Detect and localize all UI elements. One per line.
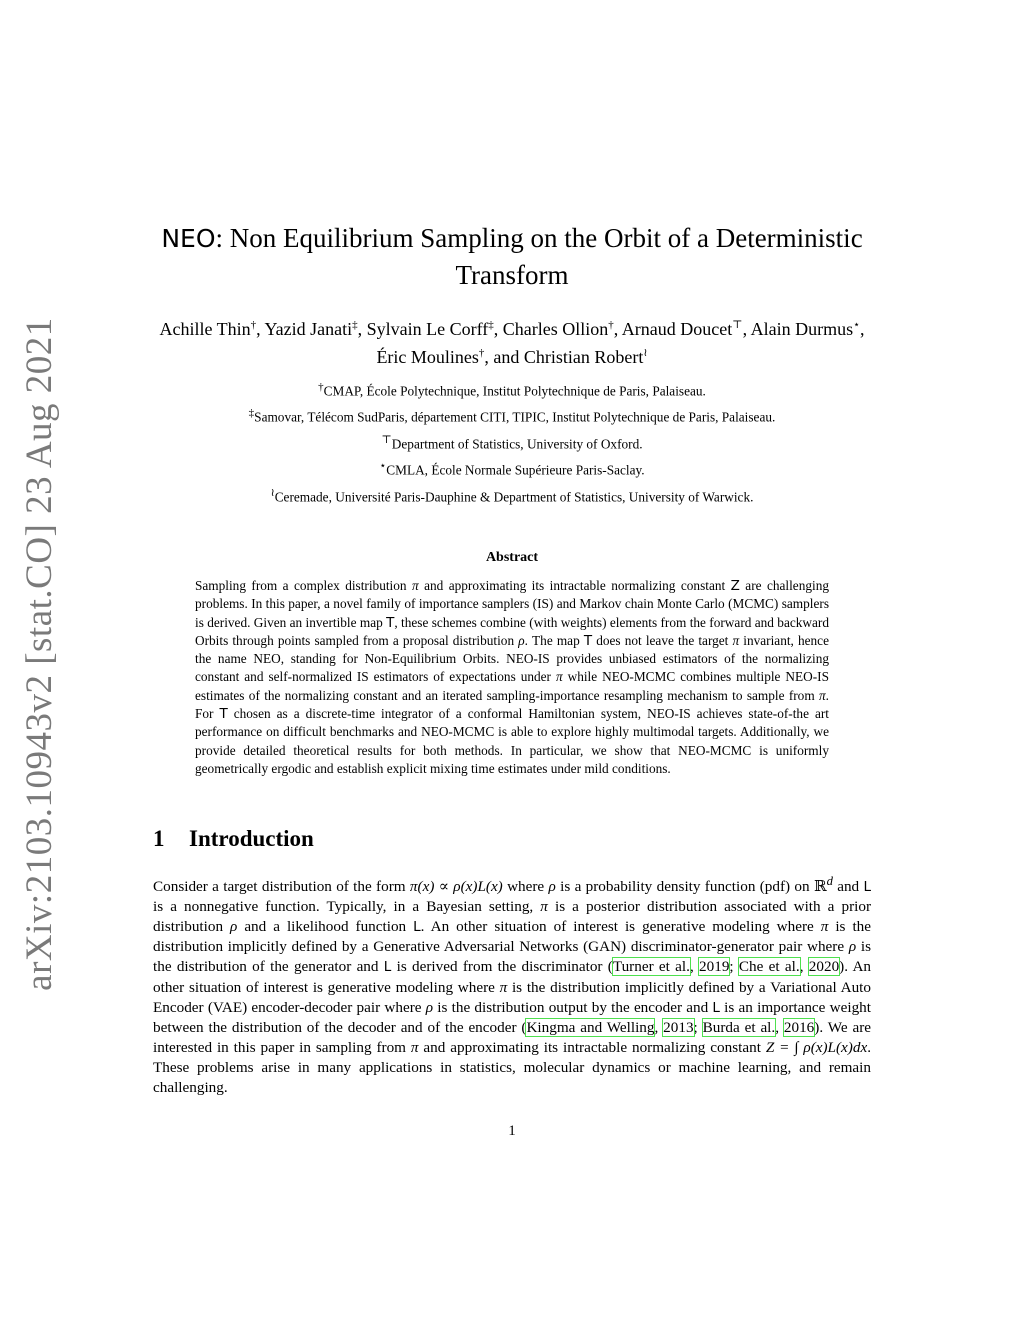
math-pi: π	[411, 578, 419, 593]
intro-text: ,	[689, 958, 700, 976]
abstract-text: does not leave the target	[592, 632, 733, 648]
author-name: Arnaud Doucet	[621, 319, 733, 339]
author-sep: ,	[860, 319, 865, 339]
affiliation-mark: ⊤	[381, 433, 392, 446]
affiliation-list	[150, 376, 874, 508]
abstract-text: while NEO-MCMC combines multiple NEO-IS estimates of the normalizing constant and an iterated sampling-importance resampling mechanism to sample from	[195, 669, 829, 703]
affiliation-text: Department of Statistics, University of Oxford.	[391, 436, 643, 452]
affiliation-text: CMAP, École Polytechnique, Institut Polytechnique de Paris, Palaiseau.	[323, 383, 706, 399]
abstract-text: and approximating its intractable normalizing constant	[418, 578, 731, 593]
citation-turner-year-link[interactable]: 2019	[699, 958, 730, 976]
author-mark: †	[250, 319, 257, 331]
author-name: Achille Thin	[159, 319, 251, 339]
abstract-text: Sampling from a complex distribution	[195, 578, 412, 593]
abstract-text: invariant, hence the name NEO, standing for Non-Equilibrium Orbits. NEO-IS provides unbiased estimators of the normalizing constant and self-normalized IS estimators of expectations under	[195, 632, 829, 685]
affiliation-mark: ≀	[270, 486, 275, 499]
affiliation-mark: ‡	[248, 407, 255, 420]
intro-text: and	[832, 878, 864, 896]
math-L: L	[383, 959, 392, 976]
author-name: Yazid Janati	[264, 319, 353, 339]
affiliation	[150, 455, 874, 481]
title-neo: NEO	[161, 224, 216, 253]
abstract-body	[195, 577, 829, 778]
math-pi: π	[732, 632, 740, 648]
citation-burda-year-link[interactable]: 2016	[783, 1018, 815, 1036]
math-T: T	[386, 614, 395, 631]
author-name: Christian Robert	[523, 347, 644, 367]
intro-text: ,	[775, 1018, 784, 1036]
math-target-density: π(x) ∝ ρ(x)L(x)	[409, 878, 503, 896]
intro-text: and a likelihood function	[237, 918, 414, 936]
author-mark: †	[478, 347, 485, 359]
author-mark: †	[608, 319, 614, 331]
intro-text: ;	[693, 1018, 703, 1036]
author-mark: ≀	[643, 347, 648, 359]
math-Z: Z	[730, 578, 740, 594]
affiliation-text: Ceremade, Université Paris-Dauphine & Department of Statistics, University of Warwick.	[274, 489, 754, 505]
author-sep: , and	[484, 347, 524, 367]
intro-text: ;	[729, 958, 739, 976]
intro-text: where	[502, 878, 549, 896]
intro-text: Consider a target distribution of the form	[153, 878, 410, 896]
citation-che-link[interactable]: Che et al.	[738, 958, 800, 976]
section-number: 1	[153, 826, 165, 851]
citation-burda-link[interactable]: Burda et al.	[702, 1018, 776, 1036]
abstract-text: . For	[195, 687, 829, 722]
paper-title	[150, 220, 874, 293]
author-name: Éric Moulines	[376, 347, 479, 367]
author-mark: ‡	[352, 319, 358, 331]
math-L: L	[413, 919, 421, 936]
intro-text: ,	[799, 958, 809, 976]
affiliation-mark: †	[318, 381, 324, 393]
intro-text: is an importance weight between the distribution of the decoder and of the encoder (	[153, 998, 871, 1036]
author-mark: ‡	[488, 319, 494, 331]
math-T: T	[583, 632, 593, 649]
citation-che-year-link[interactable]: 2020	[808, 958, 840, 976]
author-name: Sylvain Le Corff	[366, 319, 489, 339]
author-list	[150, 313, 874, 369]
intro-text: ). An other situation of interest is generative modeling where	[153, 958, 872, 996]
math-pi: π	[540, 898, 548, 916]
math-pi: π	[555, 669, 563, 685]
intro-text: is the distribution implicitly defined by a Generative Adversarial Networks (GAN) discriminator-generator pair where	[153, 918, 871, 956]
title-rest: : Non Equilibrium Sampling on the Orbit of a Deterministic Transform	[215, 223, 863, 290]
math-pi: π	[820, 918, 829, 936]
math-rho: ρ	[425, 998, 434, 1016]
intro-text: ,	[654, 1018, 664, 1036]
citation-kingma-link[interactable]: Kingma and Welling	[526, 1018, 655, 1036]
intro-text: is the distribution implicitly defined by a Variational Auto Encoder (VAE) encoder-decoder pair where	[153, 978, 871, 1016]
abstract-text: are challenging problems. In this paper, a novel family of importance samplers (IS) and Markov chain Monte Carlo (MCMC) samplers is derived. Given an invertible map	[195, 578, 829, 630]
math-pi: π	[499, 978, 508, 996]
citation-turner-link[interactable]: Turner et al.	[612, 958, 690, 976]
affiliation-mark: ⋆	[379, 460, 387, 473]
author-mark: ⋆	[853, 319, 861, 331]
abstract-text: . The map	[524, 632, 584, 648]
math-rho: ρ	[548, 878, 556, 896]
intro-text: is the distribution of the generator and	[153, 938, 871, 976]
intro-text: and approximating its intractable normalizing constant	[418, 1038, 766, 1056]
intro-text: is a nonnegative function. Typically, in a Bayesian setting,	[153, 898, 541, 916]
intro-text: is a probability density function (pdf) on	[555, 878, 814, 896]
author-name: Alain Durmus	[750, 319, 854, 339]
math-L: L	[712, 999, 720, 1016]
math-d: d	[826, 874, 833, 888]
abstract-text: , these schemes combine (with weights) elements from the forward and backward Orbits through points sampled from a proposal distribution	[195, 614, 829, 648]
math-Rd: ℝ	[813, 878, 827, 896]
math-pi: π	[410, 1038, 419, 1056]
affiliation	[150, 402, 874, 428]
arxiv-side-stamp: arXiv:2103.10943v2 [stat.CO] 23 Aug 2021	[19, 317, 60, 991]
abstract-heading: Abstract	[485, 550, 539, 565]
math-pi: π	[819, 687, 826, 703]
affiliation	[150, 482, 874, 508]
abstract-text: chosen as a discrete-time integrator of a conformal Hamiltonian system, NEO-IS achieves state-of-the art performance on difficult benchmarks and NEO-MCMC is able to explore highly multimodal targets. Additionally, we provide detailed theoretical results for both methods. In particular, we show that NEO-MCMC is uniformly geometrically ergodic and establish explicit mixing time estimates under mild conditions.	[195, 706, 830, 776]
intro-text: ). We are interested in this paper in sampling from	[153, 1018, 871, 1056]
intro-text: is a posterior distribution associated with a prior distribution	[153, 898, 871, 936]
intro-text: . An other situation of interest is generative modeling where	[420, 918, 821, 936]
section-heading-introduction	[153, 826, 314, 852]
author-sep: ,	[613, 319, 622, 339]
intro-text: is derived from the discriminator (	[391, 958, 613, 976]
introduction-paragraph	[153, 871, 871, 1098]
author-sep: ,	[493, 319, 503, 339]
math-rho: ρ	[848, 938, 857, 956]
citation-kingma-year-link[interactable]: 2013	[663, 1018, 694, 1036]
math-rho: ρ	[230, 918, 238, 936]
affiliation-text: Samovar, Télécom SudParis, département CITI, TIPIC, Institut Polytechnique de Paris, Palaiseau.	[254, 409, 776, 425]
math-rho: ρ	[518, 632, 525, 648]
author-sep: ,	[256, 319, 265, 339]
author-name: Charles Ollion	[502, 319, 609, 339]
page-number: 1	[508, 1123, 516, 1139]
author-mark: ⊤	[732, 319, 743, 331]
author-sep: ,	[742, 319, 751, 339]
math-T: T	[219, 706, 228, 723]
author-sep: ,	[357, 319, 367, 339]
intro-text: is the distribution output by the encoder and	[433, 998, 713, 1016]
section-title: Introduction	[189, 826, 314, 851]
math-L: L	[863, 879, 871, 896]
affiliation	[150, 376, 874, 402]
intro-text: . These problems arise in many applications in statistics, molecular dynamics or machine learning, and remain challenging.	[153, 1038, 871, 1096]
math-normalizing-constant: Z = ∫ ρ(x)L(x)dx	[765, 1038, 868, 1056]
affiliation-text: CMLA, École Normale Supérieure Paris-Saclay.	[386, 462, 645, 478]
affiliation	[150, 429, 874, 455]
